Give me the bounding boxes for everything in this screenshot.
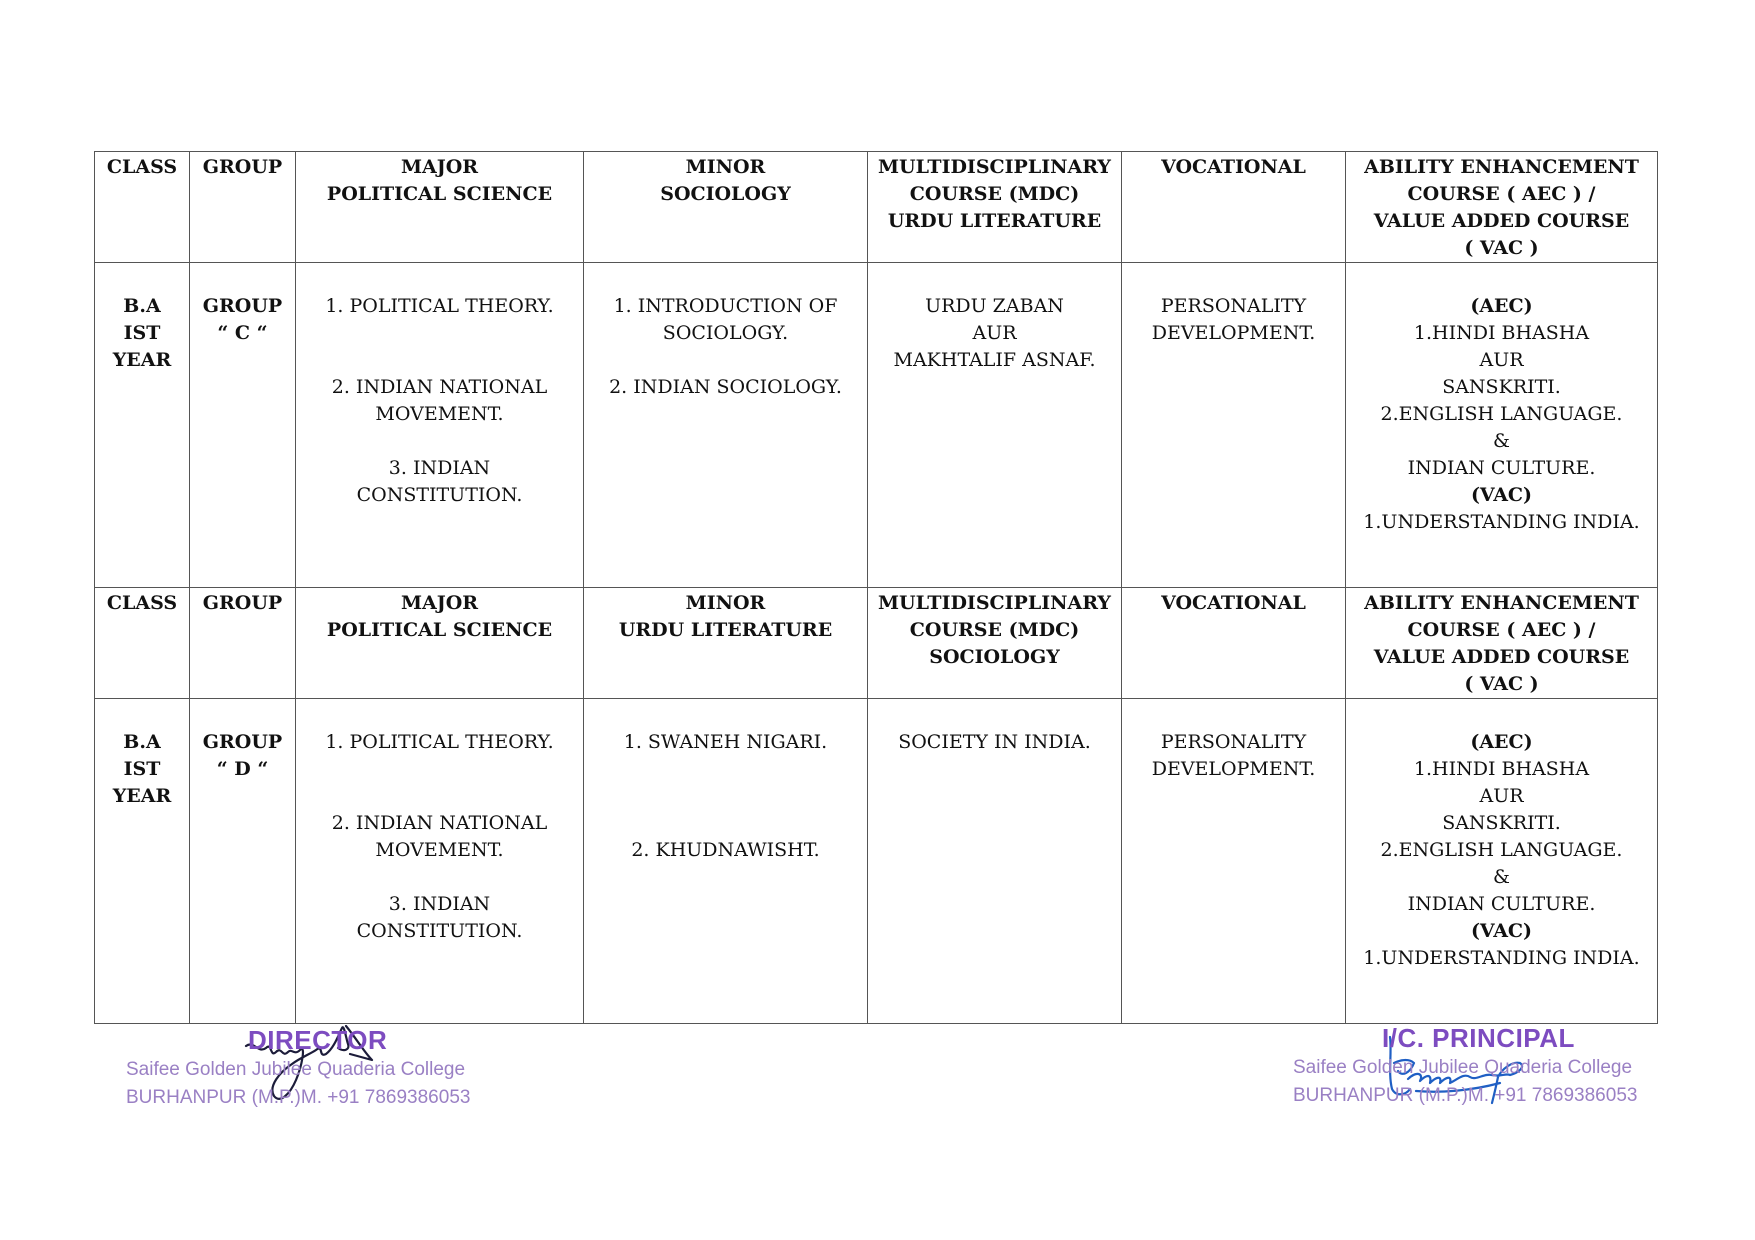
table-header-row [95,152,1658,263]
director-address: BURHANPUR (M.P.)M. +91 7869386053 [126,1087,471,1108]
cell-minor: 1. INTRODUCTION OF SOCIOLOGY. 2. INDIAN SOCIOLOGY. [584,263,868,588]
header-aec: ABILITY ENHANCEMENT COURSE ( AEC ) / VALUE ADDED COURSE ( VAC ) [1346,588,1658,699]
header-mdc: MULTIDISCIPLINARY COURSE (MDC) URDU LITERATURE [868,152,1122,263]
principal-college: Saifee Golden Jubilee Quaderia College [1293,1057,1633,1078]
cell-class: B.A IST YEAR [95,699,190,1024]
header-class: CLASS [95,588,190,699]
header-vocational: VOCATIONAL [1122,152,1346,263]
cell-class: B.A IST YEAR [95,263,190,588]
director-title: DIRECTOR [248,1025,388,1055]
header-mdc: MULTIDISCIPLINARY COURSE (MDC) SOCIOLOGY [868,588,1122,699]
table-row [95,263,1658,588]
cell-aec: (AEC) 1.HINDI BHASHA AUR SANSKRITI. 2.ENGLISH LANGUAGE. & INDIAN CULTURE. (VAC) 1.UNDERSTANDING INDIA. [1346,263,1658,588]
header-class: CLASS [95,152,190,263]
header-group: GROUP [190,588,296,699]
cell-mdc: SOCIETY IN INDIA. [868,699,1122,1024]
principal-title: I/C. PRINCIPAL [1382,1023,1575,1053]
cell-major: 1. POLITICAL THEORY. 2. INDIAN NATIONAL MOVEMENT. 3. INDIAN CONSTITUTION. [296,699,584,1024]
cell-minor: 1. SWANEH NIGARI. 2. KHUDNAWISHT. [584,699,868,1024]
course-table [94,151,1658,1024]
cell-mdc: URDU ZABAN AUR MAKHTALIF ASNAF. [868,263,1122,588]
principal-stamp [1293,1023,1637,1110]
cell-vocational: PERSONALITY DEVELOPMENT. [1122,263,1346,588]
header-major: MAJOR POLITICAL SCIENCE [296,152,584,263]
cell-aec: (AEC) 1.HINDI BHASHA AUR SANSKRITI. 2.ENGLISH LANGUAGE. & INDIAN CULTURE. (VAC) 1.UNDERSTANDING INDIA. [1346,699,1658,1024]
cell-group: GROUP “ C “ [190,263,296,588]
director-college: Saifee Golden Jubilee Quaderia College [126,1059,466,1080]
table-row [95,699,1658,1024]
principal-address: BURHANPUR (M.P.)M. +91 7869386053 [1293,1085,1638,1106]
header-major: MAJOR POLITICAL SCIENCE [296,588,584,699]
cell-group: GROUP “ D “ [190,699,296,1024]
table-header-row [95,588,1658,699]
header-vocational: VOCATIONAL [1122,588,1346,699]
cell-vocational: PERSONALITY DEVELOPMENT. [1122,699,1346,1024]
header-minor: MINOR SOCIOLOGY [584,152,868,263]
director-stamp [126,1025,470,1112]
header-minor: MINOR URDU LITERATURE [584,588,868,699]
cell-major: 1. POLITICAL THEORY. 2. INDIAN NATIONAL MOVEMENT. 3. INDIAN CONSTITUTION. [296,263,584,588]
header-group: GROUP [190,152,296,263]
header-aec: ABILITY ENHANCEMENT COURSE ( AEC ) / VALUE ADDED COURSE ( VAC ) [1346,152,1658,263]
